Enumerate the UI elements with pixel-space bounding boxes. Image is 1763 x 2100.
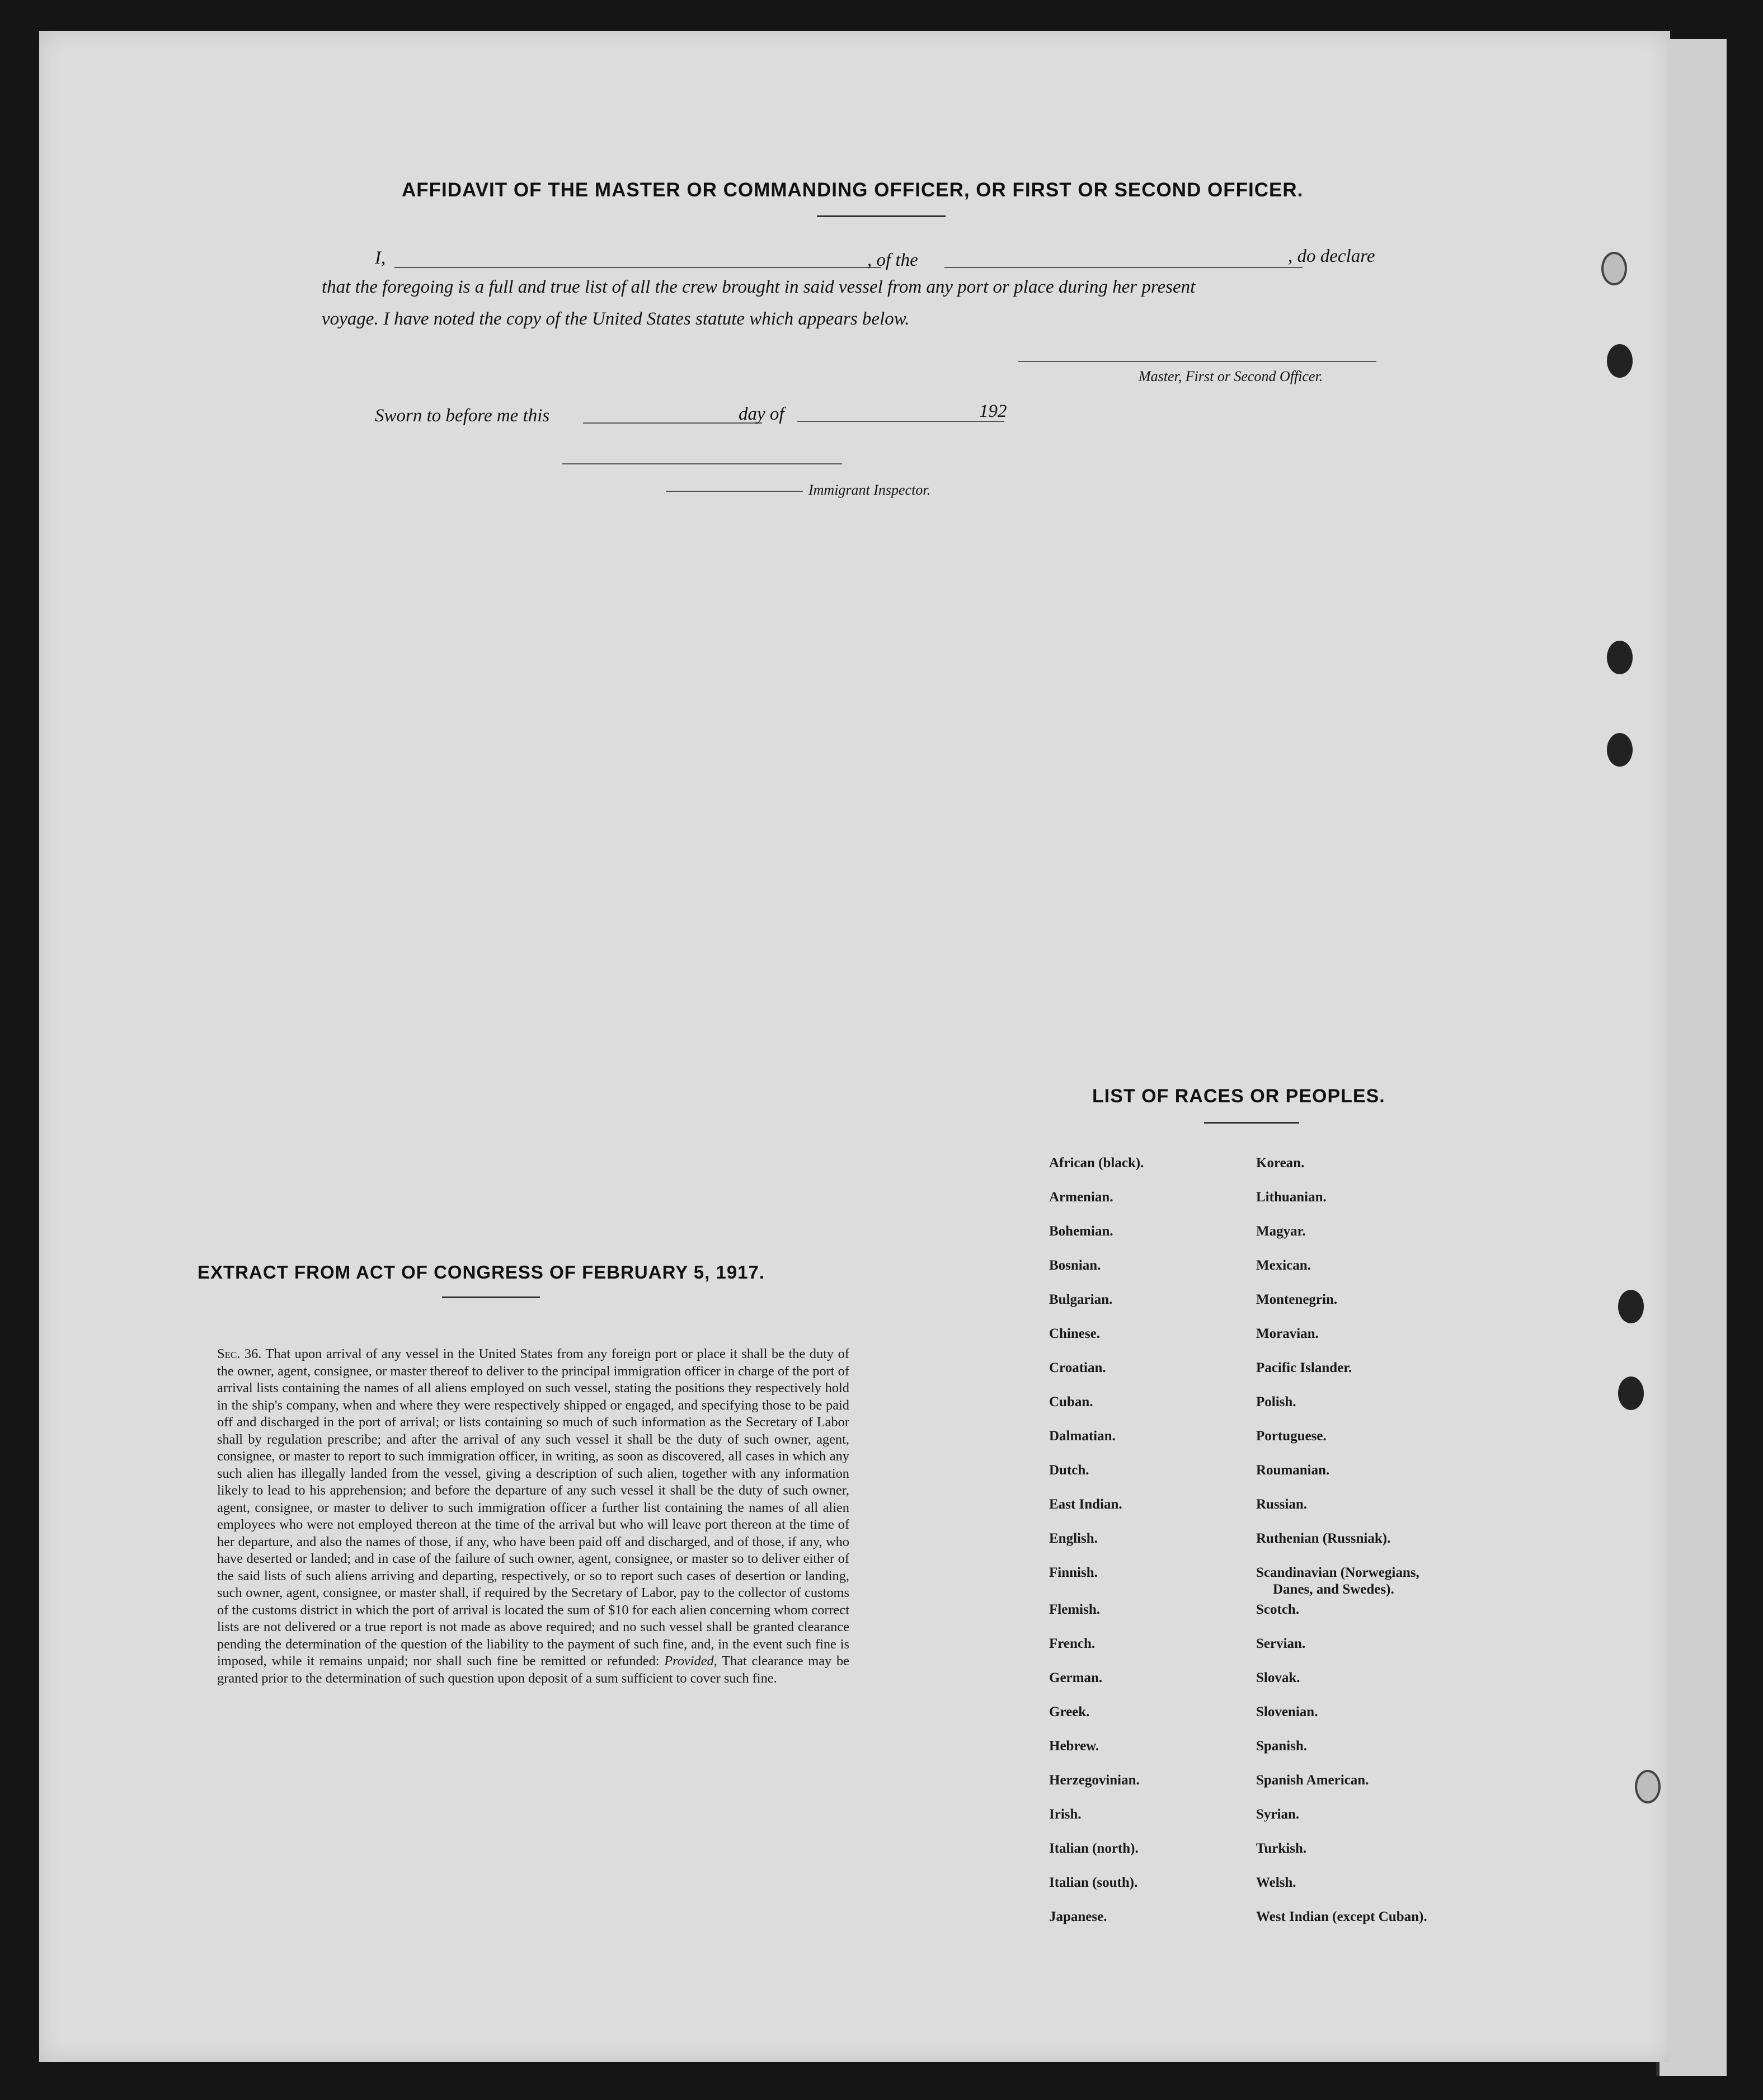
officer-signature-line [1018, 361, 1376, 362]
race-left: Dutch. [1049, 1463, 1089, 1478]
race-right: Moravian. [1256, 1326, 1319, 1341]
affidavit-line3: voyage. I have noted the copy of the United States statute which appears below. [322, 309, 910, 329]
race-left: Italian (south). [1049, 1875, 1138, 1890]
race-right: Syrian. [1256, 1807, 1300, 1822]
race-left: Greek. [1049, 1704, 1090, 1720]
race-left: Bosnian. [1049, 1258, 1101, 1273]
statute-body-end: That clearance may be granted prior to the determination of such question upon deposit of a sum sufficient to cover such fine. [217, 1653, 849, 1686]
race-right: Slovak. [1256, 1670, 1300, 1685]
race-left: Chinese. [1049, 1326, 1100, 1341]
name-blank [394, 267, 881, 268]
race-right: Pacific Islander. [1256, 1360, 1352, 1375]
section-label: Sec. 36. [217, 1346, 262, 1361]
punch-hole [1607, 733, 1633, 767]
affidavit-heading-rule [817, 215, 946, 217]
sworn-date-blank [583, 422, 762, 424]
punch-hole [1618, 1290, 1644, 1323]
race-left: Irish. [1049, 1807, 1082, 1822]
race-left: Herzegovinian. [1049, 1773, 1140, 1788]
race-right: Slovenian. [1256, 1704, 1318, 1720]
race-left: Finnish. [1049, 1565, 1098, 1580]
race-right: Portuguese. [1256, 1429, 1327, 1444]
race-left: Flemish. [1049, 1602, 1100, 1617]
race-right: Welsh. [1256, 1875, 1296, 1890]
affidavit-heading: AFFIDAVIT OF THE MASTER OR COMMANDING OFFICER, OR FIRST OR SECOND OFFICER. [402, 179, 1304, 201]
race-right: Ruthenian (Russniak). [1256, 1531, 1391, 1546]
race-left: German. [1049, 1670, 1103, 1685]
race-right: Servian. [1256, 1636, 1306, 1651]
race-left: Armenian. [1049, 1190, 1113, 1205]
race-left: East Indian. [1049, 1497, 1122, 1512]
race-left: Bulgarian. [1049, 1292, 1113, 1307]
race-right: Lithuanian. [1256, 1190, 1327, 1205]
race-right: West Indian (except Cuban). [1256, 1909, 1427, 1924]
race-right: Spanish. [1256, 1739, 1308, 1754]
race-left: English. [1049, 1531, 1098, 1546]
race-left: Japanese. [1049, 1909, 1107, 1924]
race-left: French. [1049, 1636, 1096, 1651]
race-left: Hebrew. [1049, 1739, 1099, 1754]
inspector-caption: Immigrant Inspector. [808, 482, 931, 498]
vessel-blank [944, 267, 1303, 268]
punch-hole [1607, 641, 1633, 674]
extract-heading: EXTRACT FROM ACT OF CONGRESS OF FEBRUARY 5, 1917. [198, 1262, 765, 1282]
race-left: Croatian. [1049, 1360, 1106, 1375]
race-right: Scotch. [1256, 1602, 1300, 1617]
sworn-year: 192 [979, 401, 1007, 421]
affidavit-line1-suffix: , do declare [1288, 246, 1375, 266]
race-right: Polish. [1256, 1394, 1296, 1410]
inspector-signature-line-lower [666, 491, 803, 492]
race-right: Scandinavian (Norwegians, [1256, 1565, 1419, 1580]
race-right: Spanish American. [1256, 1773, 1369, 1788]
sworn-prefix: Sworn to before me this [375, 406, 550, 426]
statute-text [217, 1346, 849, 1687]
race-right: Russian. [1256, 1497, 1308, 1512]
sworn-month-blank [797, 421, 1004, 422]
punch-hole [1618, 1376, 1644, 1410]
affidavit-line2: that the foregoing is a full and true list of all the crew brought in said vessel from any port or place during her present [322, 277, 1196, 297]
sworn-day: day of [739, 404, 784, 424]
inspector-signature-line-upper [562, 463, 842, 464]
document-page [39, 31, 1670, 2062]
officer-signature-caption: Master, First or Second Officer. [1139, 368, 1323, 384]
race-left: Italian (north). [1049, 1841, 1139, 1856]
punch-hole [1607, 344, 1633, 378]
extract-heading-rule [442, 1296, 540, 1298]
punch-hole [1635, 1770, 1661, 1803]
statute-body: That upon arrival of any vessel in the United States from any foreign port or place it shall be the duty of the owner, agent, consignee, or master thereof to deliver to the principal immigration officer in charge of the port of arrival lists containing the names of all aliens employed on such vessel, stating the positions they respectively hold in the ship's company, when and where they were respectively shipped or engaged, and specifying those to be paid off and discharged in the port of arrival; or lists containing so much of such information as the Secretary of Labor shall by regulation prescribe; and after the arrival of any such vessel it shall be the duty of such owner, agent, consignee, or master to report to such immigration officer, in writing, as soon as discovered, all cases in which any such alien has illegally landed from the vessel, giving a description of such alien, together with any information likely to lead to his apprehension; and before the departure of any such vessel it shall be the duty of such owner, agent, consignee, or master to deliver to such immigration officer a further list containing the names of all alien employees who were not employed thereon at the time of the arrival but who will leave port thereon at the time of her departure, and also the names of those, if any, who have been paid off and discharged, and of those, if any, who have deserted or landed; and in case of the failure of such owner, agent, consignee, or master so to deliver either of the said lists of such aliens arriving and departing, respectively, or so to report such cases of desertion or landing, such owner, agent, consignee, or master shall, if required by the Secretary of Labor, pay to the collector of customs of the customs district in which the port of arrival is located the sum of $10 for each alien concerning whom correct lists are not delivered or a true report is not made as above required; and no such vessel shall be granted clearance pending the determination of the question of the liability to the payment of such fine, and, in the event such fine is imposed, while it remains unpaid; nor shall such fine be remitted or refunded: [217, 1346, 849, 1669]
race-right: Turkish. [1256, 1841, 1307, 1856]
provided-word: Provided, [664, 1653, 717, 1669]
affidavit-line1-prefix: I, [375, 248, 386, 268]
race-right: Danes, and Swedes). [1273, 1582, 1394, 1597]
race-right: Montenegrin. [1256, 1292, 1338, 1307]
race-left: Dalmatian. [1049, 1429, 1116, 1444]
races-heading: LIST OF RACES OR PEOPLES. [1092, 1086, 1385, 1107]
race-right: Mexican. [1256, 1258, 1311, 1273]
race-right: Magyar. [1256, 1224, 1306, 1239]
race-left: Bohemian. [1049, 1224, 1113, 1239]
race-right: Roumanian. [1256, 1463, 1330, 1478]
races-heading-rule [1204, 1122, 1299, 1124]
race-left: Cuban. [1049, 1394, 1093, 1410]
race-right: Korean. [1256, 1155, 1305, 1171]
race-left: African (black). [1049, 1155, 1144, 1171]
punch-hole [1601, 252, 1627, 285]
affidavit-line1-mid: , of the [867, 250, 918, 270]
